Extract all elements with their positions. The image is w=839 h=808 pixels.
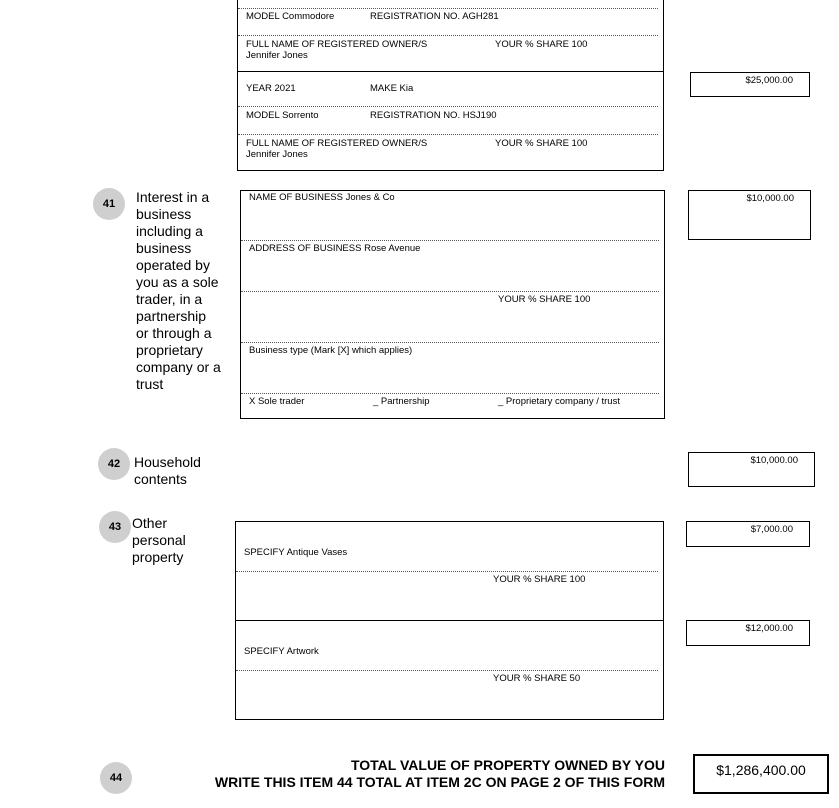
vehicle-1-registration: REGISTRATION NO. AGH281 xyxy=(370,11,499,22)
total-instruction: WRITE THIS ITEM 44 TOTAL AT ITEM 2C ON PAGE 2 OF THIS FORM xyxy=(214,774,665,790)
vehicle-2-share: YOUR % SHARE 100 xyxy=(495,138,588,149)
vehicle-1-owner-label: FULL NAME OF REGISTERED OWNER/S xyxy=(246,39,428,50)
divider xyxy=(241,393,659,394)
item-42-description: Household contents xyxy=(134,454,201,487)
total-heading: TOTAL VALUE OF PROPERTY OWNED BY YOU xyxy=(350,757,665,773)
item-41-description: Interest in a business including a business operated by you as a sole trader, in a partnership or through a proprietary company or a trust xyxy=(136,189,221,392)
vehicle-2-registration: REGISTRATION NO. HSJ190 xyxy=(370,110,497,121)
business-share-field[interactable]: YOUR % SHARE 100 xyxy=(498,294,591,305)
property-2-share-field[interactable]: YOUR % SHARE 50 xyxy=(493,673,581,684)
vehicle-2-make: MAKE Kia xyxy=(370,83,414,94)
vehicle-box-left-border xyxy=(237,0,238,171)
divider xyxy=(238,8,658,9)
divider xyxy=(238,134,658,135)
divider xyxy=(238,106,658,107)
property-1-value-field[interactable]: $7,000.00 xyxy=(686,521,810,547)
vehicle-box-right-border xyxy=(663,0,664,171)
item-number-badge: 41 xyxy=(93,188,125,220)
total-value-field[interactable]: $1,286,400.00 xyxy=(693,754,829,794)
business-address-field[interactable]: ADDRESS OF BUSINESS Rose Avenue xyxy=(249,243,421,254)
item-42-value-field[interactable]: $10,000.00 xyxy=(688,452,815,487)
vehicle-2-model: MODEL Sorrento xyxy=(246,110,319,121)
property-1-specify-field[interactable]: SPECIFY Antique Vases xyxy=(244,547,348,558)
option-sole-trader[interactable]: X Sole trader xyxy=(249,396,305,407)
business-name-field[interactable]: NAME OF BUSINESS Jones & Co xyxy=(249,192,395,203)
business-type-label: Business type (Mark [X] which applies) xyxy=(249,345,413,356)
item-43-description: Other personal property xyxy=(132,515,186,565)
vehicle-1-owner-name: Jennifer Jones xyxy=(246,50,308,61)
option-partnership[interactable]: _ Partnership xyxy=(373,396,430,407)
property-1-share-field[interactable]: YOUR % SHARE 100 xyxy=(493,574,586,585)
property-2-value-field[interactable]: $12,000.00 xyxy=(686,620,810,646)
divider xyxy=(241,291,659,292)
option-proprietary-company[interactable]: _ Proprietary company / trust xyxy=(498,396,620,407)
item-number-badge: 42 xyxy=(98,448,130,480)
divider xyxy=(241,240,659,241)
divider xyxy=(236,670,658,671)
divider xyxy=(241,342,659,343)
property-2-specify-field[interactable]: SPECIFY Artwork xyxy=(244,646,319,657)
vehicle-separator xyxy=(237,71,664,72)
divider xyxy=(238,35,658,36)
vehicle-box-bottom xyxy=(237,170,664,171)
vehicle-1-model: MODEL Commodore xyxy=(246,11,335,22)
item-41-value-field[interactable]: $10,000.00 xyxy=(688,190,811,240)
property-separator xyxy=(235,620,664,621)
item-number-badge: 43 xyxy=(99,511,131,543)
business-details-box xyxy=(240,190,665,419)
vehicle-2-year: YEAR 2021 xyxy=(246,83,296,94)
vehicle-2-owner-name: Jennifer Jones xyxy=(246,149,308,160)
divider xyxy=(236,571,658,572)
vehicle-2-value-field[interactable]: $25,000.00 xyxy=(690,72,810,97)
vehicle-2-owner-label: FULL NAME OF REGISTERED OWNER/S xyxy=(246,138,428,149)
vehicle-1-share: YOUR % SHARE 100 xyxy=(495,39,588,50)
item-number-badge: 44 xyxy=(100,762,132,794)
